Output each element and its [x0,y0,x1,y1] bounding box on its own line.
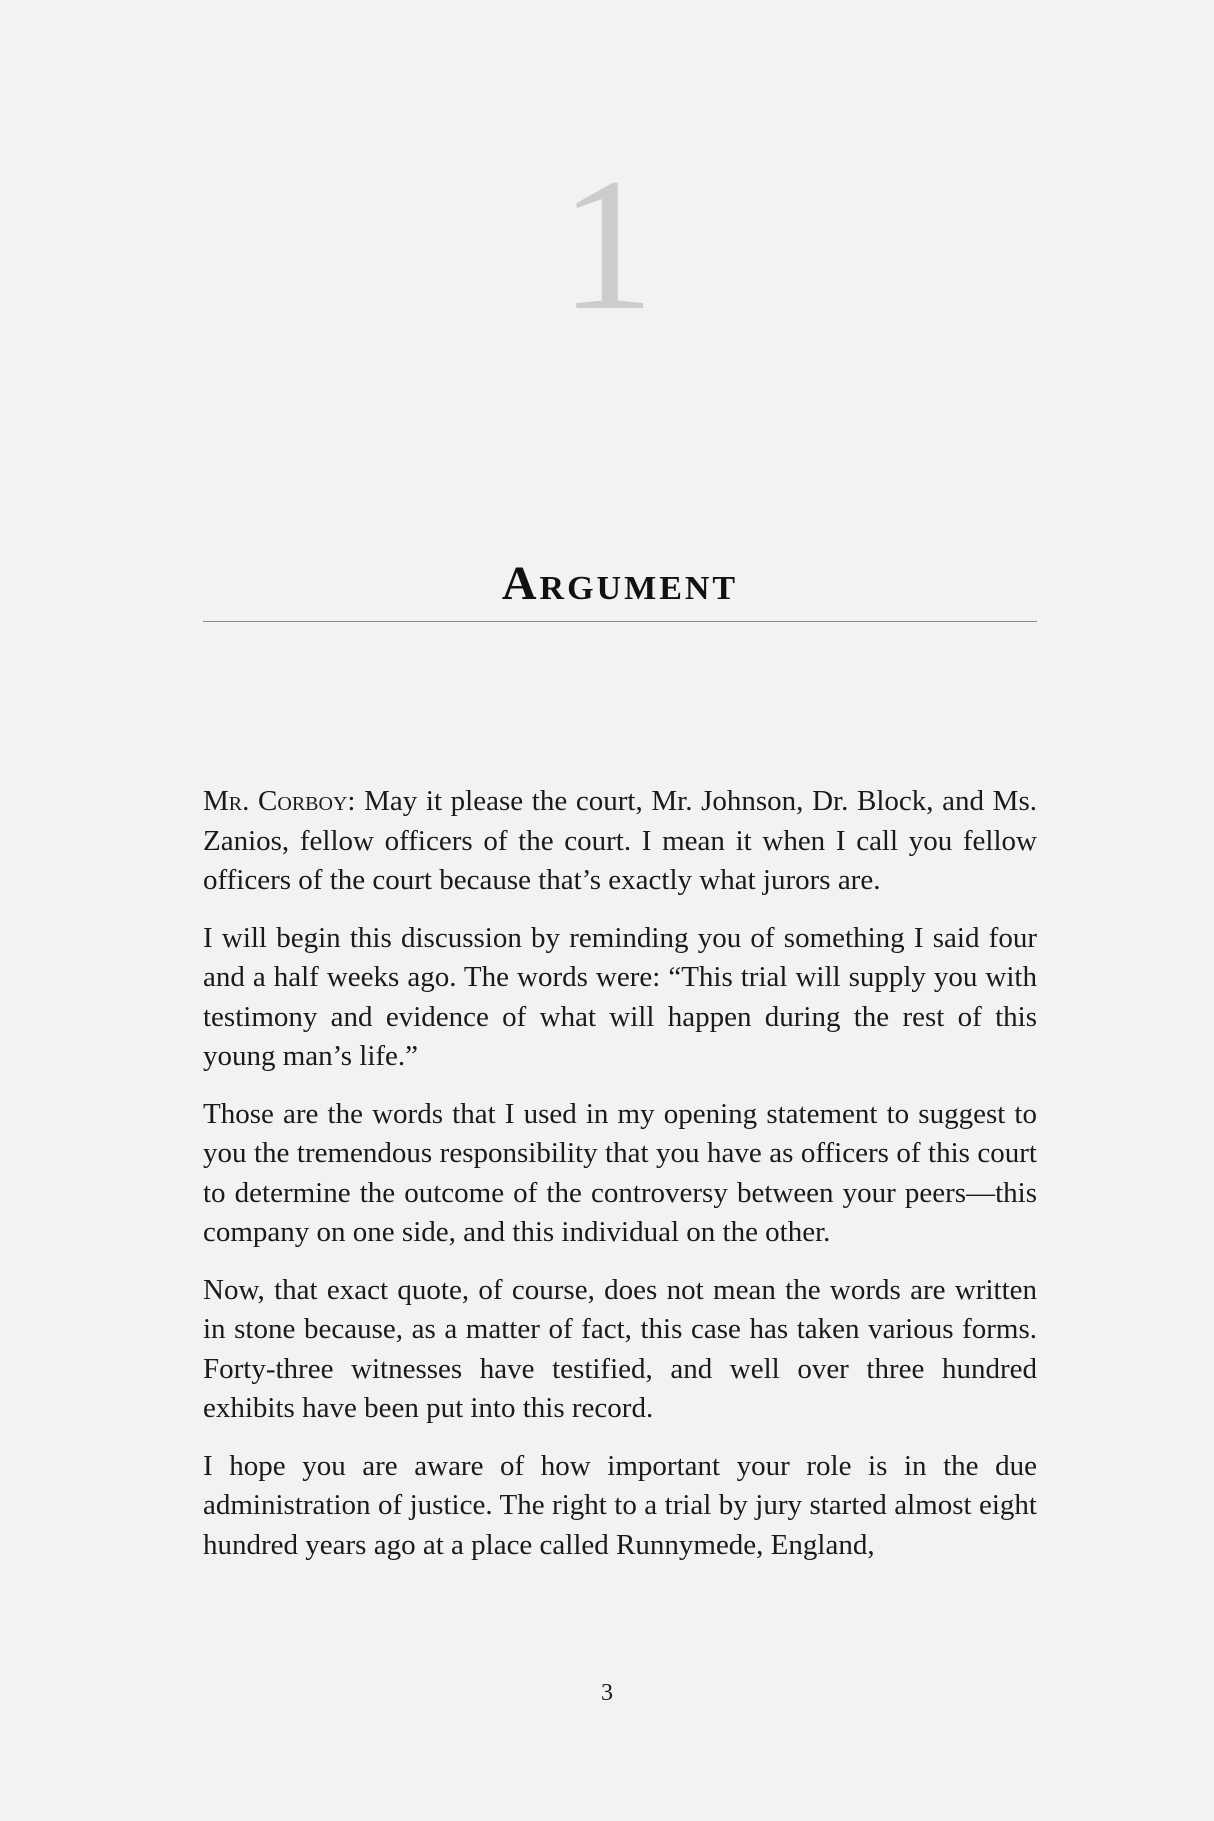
speaker-label: Mr. Corboy: [203,785,356,817]
paragraph-text: May it please the court, Mr. Johnson, Dr. Block, and Ms. Zanios, fellow officers of the court. I mean it when I call you fellow officers of the court because that’s exactly what jurors are. [203,785,1037,896]
paragraph: Now, that exact quote, of course, does not mean the words are written in stone because, as a matter of fact, this case has taken various forms. Forty-three witnesses have testified, and well over three hundred exhibits have been put into this record. [203,1273,1037,1424]
body-text [203,782,1037,1583]
paragraph: I will begin this discussion by reminding you of something I said four and a half weeks ago. The words were: “This trial will supply you with testimony and evidence of what will happen during the rest of this young man’s life.” [203,921,1037,1072]
chapter-title: Argument [501,557,739,610]
paragraph [203,782,1037,901]
chapter-number: 1 [559,140,655,350]
paragraph: Those are the words that I used in my opening statement to suggest to you the tremendous responsibility that you have as officers of this court to determine the outcome of the controversy between your peers—this company on one side, and this individual on the other. [203,1097,1037,1248]
paragraph: I hope you are aware of how important your role is in the due administration of justice. The right to a trial by jury started almost eight hundred years ago at a place called Runnymede, England, [203,1449,1037,1561]
title-divider [203,621,1037,622]
page-number: 3 [601,1680,613,1706]
